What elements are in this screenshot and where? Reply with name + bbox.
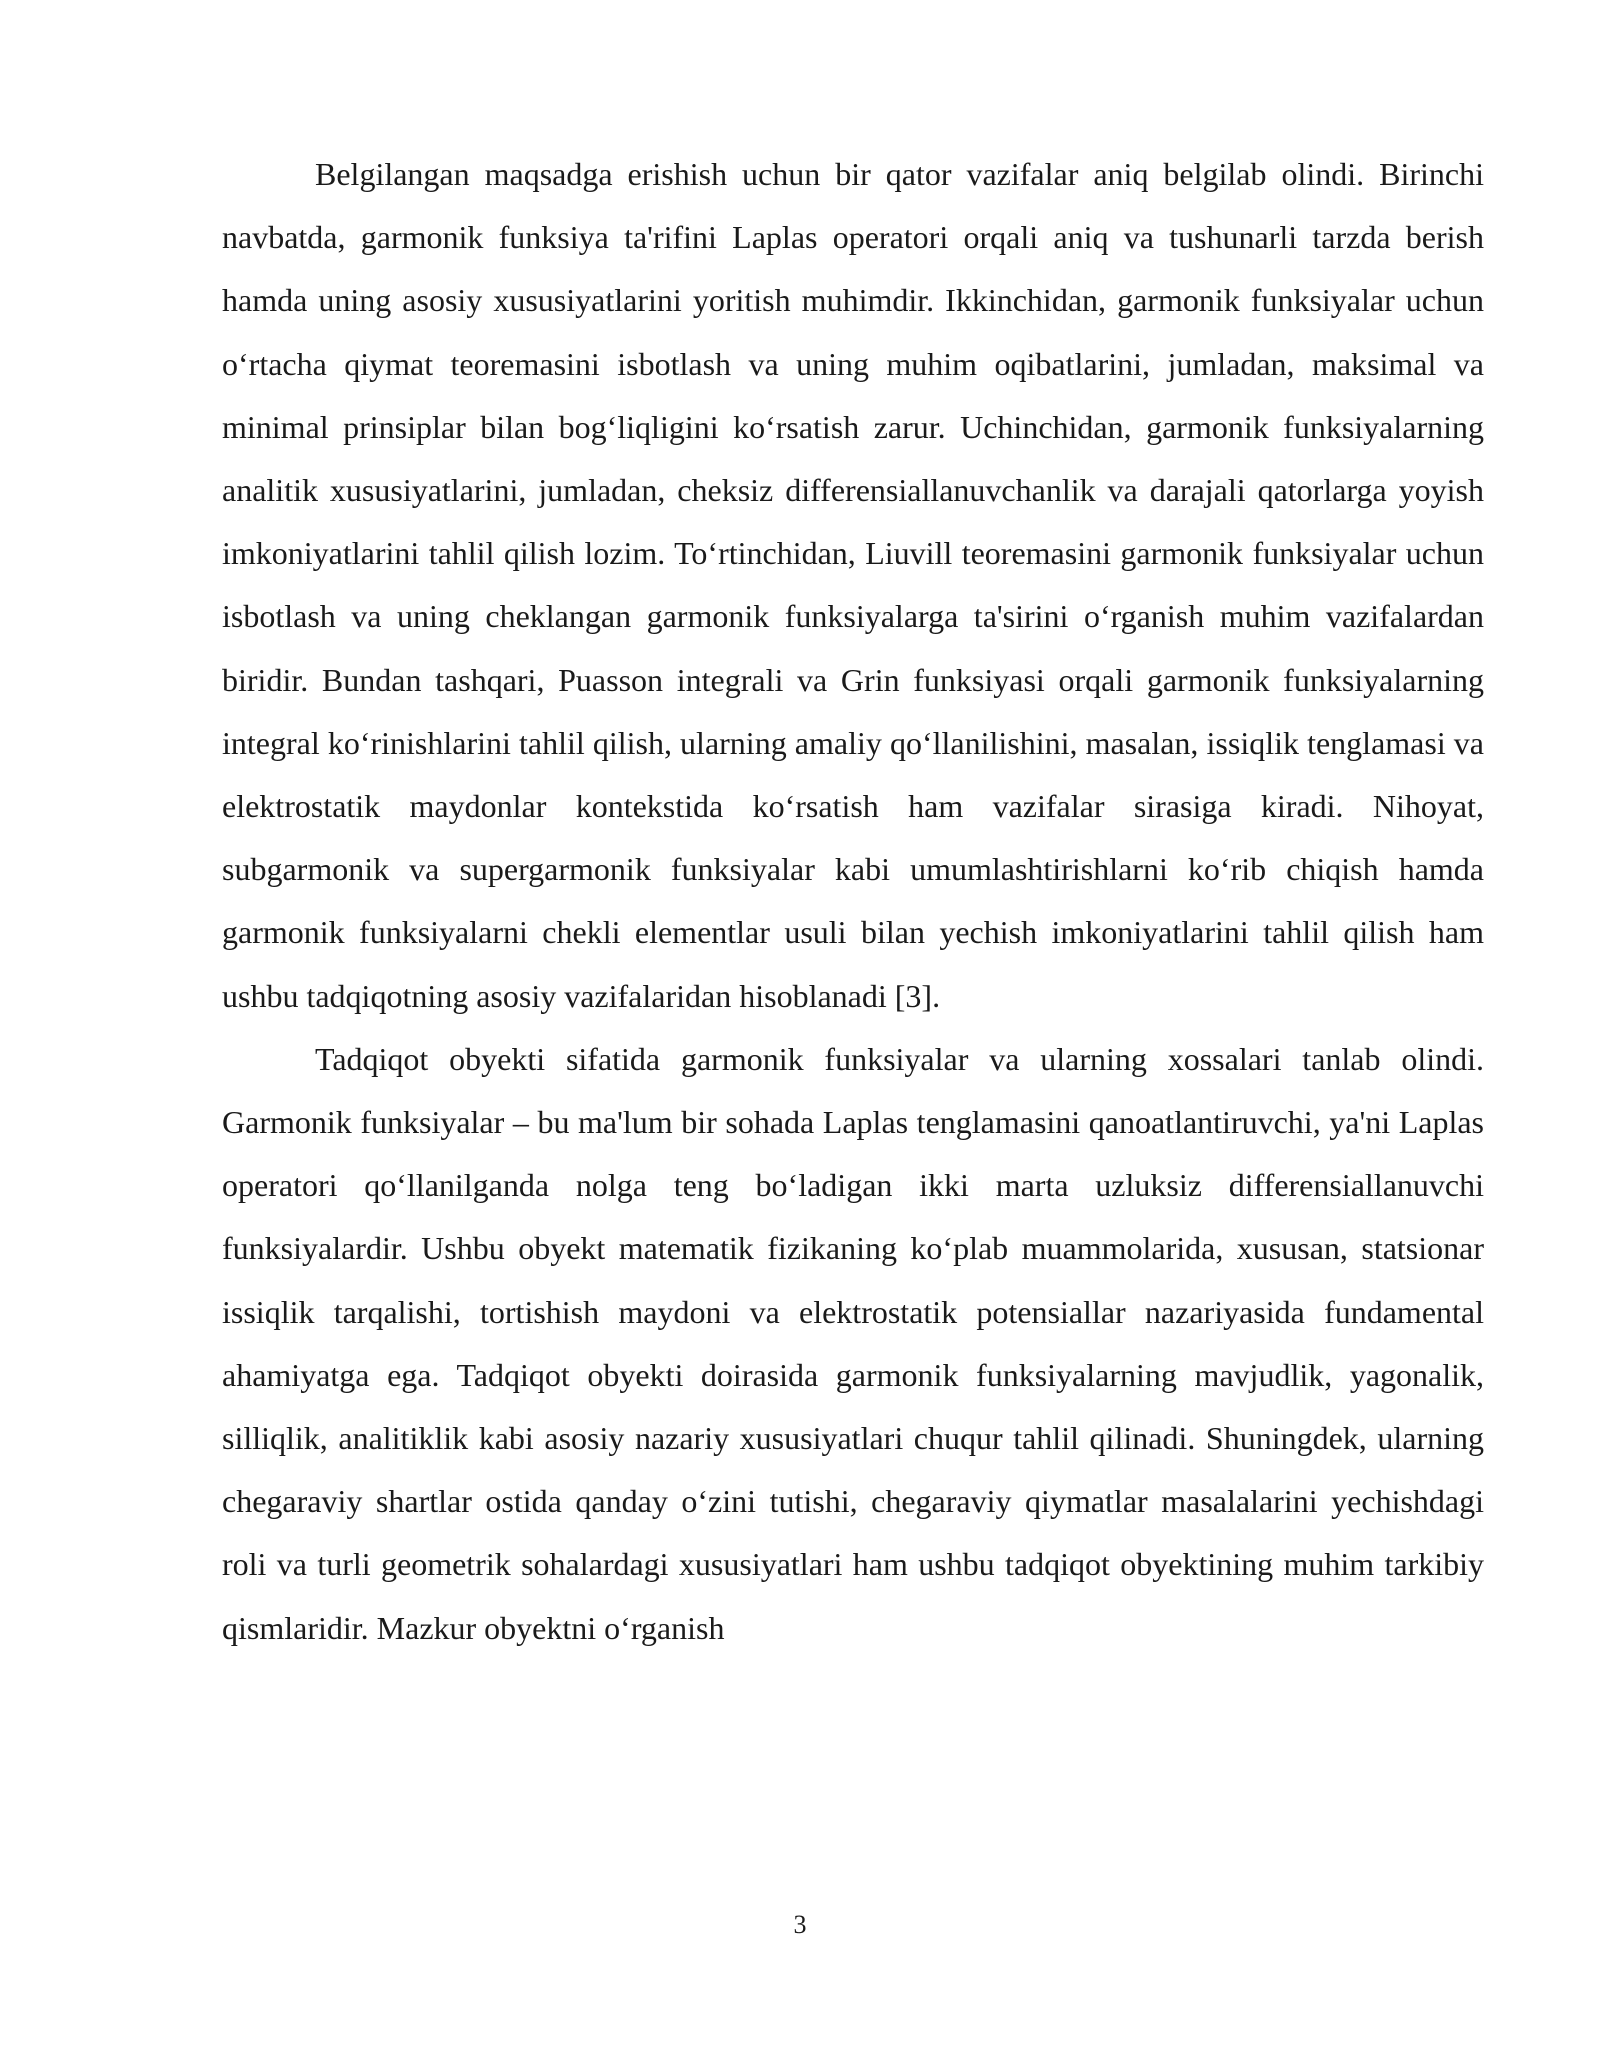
paragraph-tasks: Belgilangan maqsadga erishish uchun bir qator vazifalar aniq belgilab olindi. Birinchi navbatda, garmonik funksiya ta'rifini Laplas operatori orqali aniq va tushunarli tarzda berish hamda uning asosiy xususiyatlarini yoritish muhimdir. Ikkinchidan, garmonik funksiyalar uchun o‘rtacha qiymat teoremasini isbotlash va uning muhim oqibatlarini, jumladan, maksimal va minimal prinsiplar bilan bog‘liqligini ko‘rsatish zarur. Uchinchidan, garmonik funksiyalarning analitik xususiyatlarini, jumladan, cheksiz differensiallanuvchanlik va darajali qatorlarga yoyish imkoniyatlarini tahlil qilish lozim. To‘rtinchidan, Liuvill teoremasini garmonik funksiyalar uchun isbotlash va uning cheklangan garmonik funksiyalarga ta'sirini o‘rganish muhim vazifalardan biridir. Bundan tashqari, Puasson integrali va Grin funksiyasi orqali garmonik funksiyalarning integral ko‘rinishlarini tahlil qilish, ularning amaliy qo‘llanilishini, masalan, issiqlik tenglamasi va elektrostatik maydonlar kontekstida ko‘rsatish ham vazifalar sirasiga kiradi. Nihoyat, subgarmonik va supergarmonik funksiyalar kabi umumlashtirishlarni ko‘rib chiqish hamda garmonik funksiyalarni chekli elementlar usuli bilan yechish imkoniyatlarini tahlil qilish ham ushbu tadqiqotning asosiy vazifalaridan hisoblanadi [3]. <box>222 156 1484 1014</box>
page-number: 3 <box>793 1910 807 1939</box>
paragraph-research-object: Tadqiqot obyekti sifatida garmonik funksiyalar va ularning xossalari tanlab olindi. Garmonik funksiyalar – bu ma'lum bir sohada Laplas tenglamasini qanoatlantiruvchi, ya'ni Laplas operatori qo‘llanilganda nolga teng bo‘ladigan ikki marta uzluksiz differensiallanuvchi funksiyalardir. Ushbu obyekt matematik fizikaning ko‘plab muammolarida, xususan, statsionar issiqlik tarqalishi, tortishish maydoni va elektrostatik potensiallar nazariyasida fundamental ahamiyatga ega. Tadqiqot obyekti doirasida garmonik funksiyalarning mavjudlik, yagonalik, silliqlik, analitiklik kabi asosiy nazariy xususiyatlari chuqur tahlil qilinadi. Shuningdek, ularning chegaraviy shartlar ostida qanday o‘zini tutishi, chegaraviy qiymatlar masalalarini yechishdagi roli va turli geometrik sohalardagi xususiyatlari ham ushbu tadqiqot obyektining muhim tarkibiy qismlaridir. Mazkur obyektni o‘rganish <box>222 1040 1484 1646</box>
document-body <box>222 143 1484 1660</box>
